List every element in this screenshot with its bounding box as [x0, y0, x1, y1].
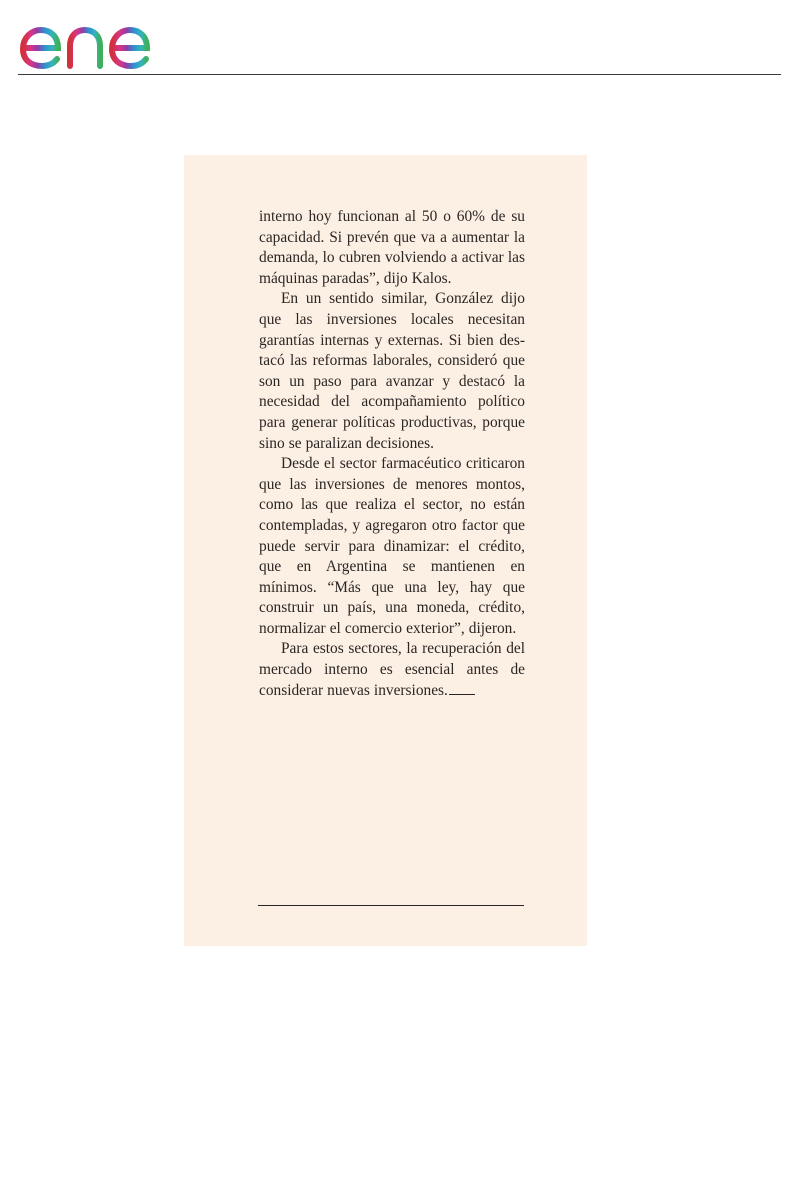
article-body — [259, 207, 525, 701]
enel-logo — [18, 6, 190, 70]
article-paragraph: En un sentido similar, González dijo que las inversiones locales necesitan garantías internas y externas. Si bien destacó las reformas laborales, consideró que son un paso para avanzar y destacó la necesidad del acompañamiento político para generar políticas productivas, porque sino se paralizan decisiones. — [259, 290, 525, 452]
article-paragraph: interno hoy funcionan al 50 o 60% de su capacidad. Si prevén que va a aumentar la demanda, lo cubren volviendo a activar las máquinas paradas”, dijo Kalos. — [259, 208, 525, 287]
article-end-rule — [258, 905, 524, 906]
header-divider — [18, 74, 781, 75]
article-paragraph-last — [259, 639, 525, 701]
end-of-article-mark — [449, 694, 475, 695]
page-header — [0, 0, 800, 80]
article-paragraph: Desde el sector farmacéutico criticaron que las inversiones de menores montos, como las que realiza el sector, no están contempladas, y agregaron otro factor que puede servir para dinamizar: el crédito, que en Argentina se mantienen en mínimos. “Más que una ley, hay que construir un país, una moneda, crédito, normalizar el comercio exterior”, dijeron. — [259, 455, 525, 637]
news-clipping — [184, 155, 587, 946]
article-paragraph-text: Para estos sectores, la recuperación del mercado interno es esencial antes de considerar nuevas inversiones. — [259, 640, 525, 699]
